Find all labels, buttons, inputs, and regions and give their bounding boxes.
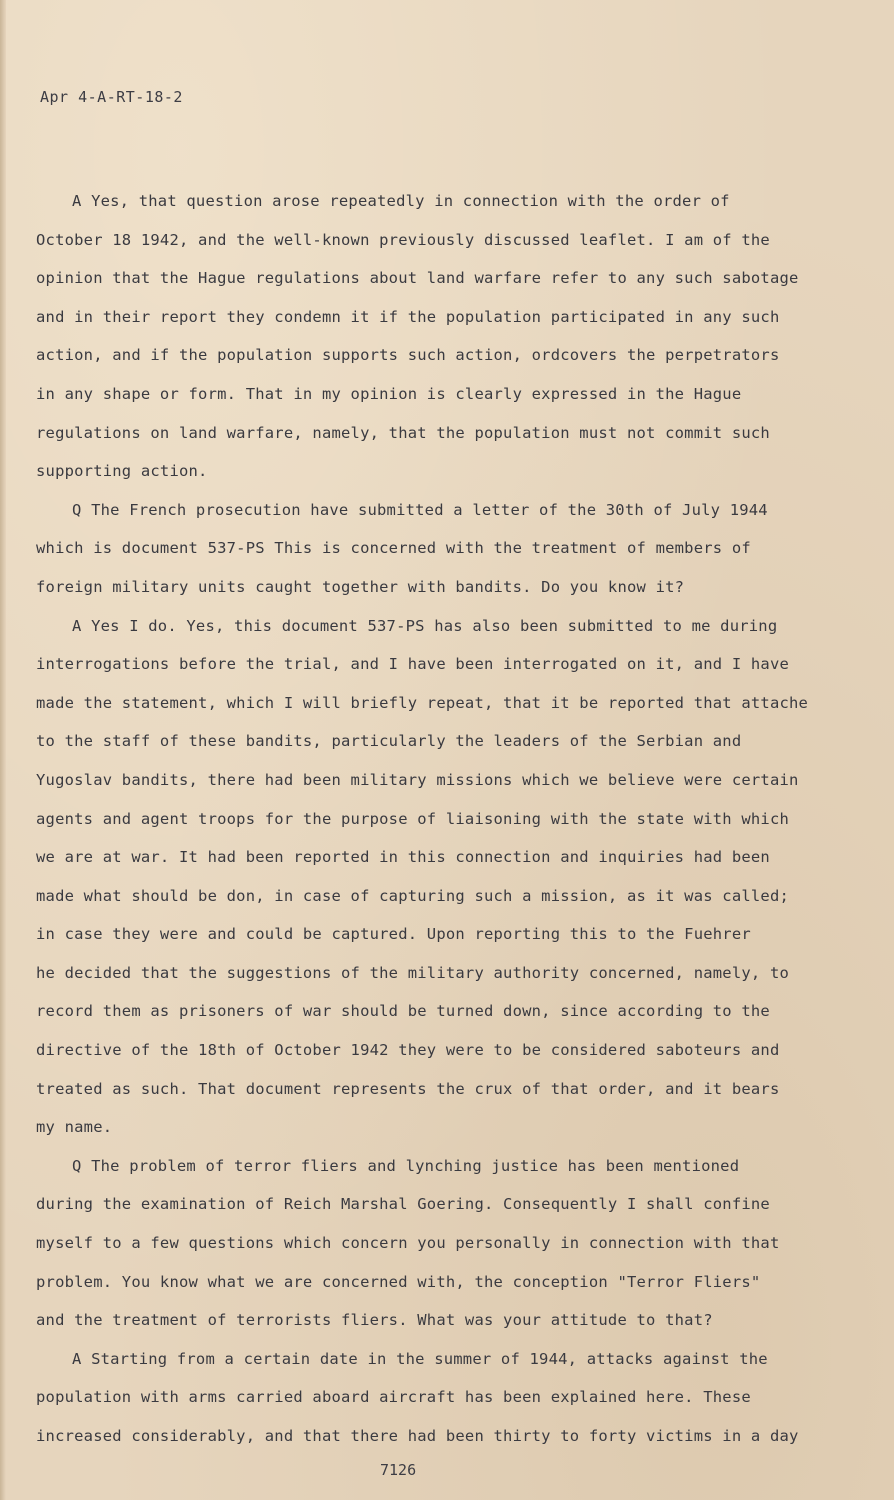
text-line: A Yes, that question arose repeatedly in connection with the order of bbox=[72, 192, 730, 210]
transcript-body bbox=[36, 182, 826, 1456]
text-line: supporting action. bbox=[36, 462, 208, 481]
text-line: foreign military units caught together with bandits. Do you know it? bbox=[36, 577, 685, 596]
text-line: increased considerably, and that there had been thirty to forty victims in a day bbox=[36, 1427, 799, 1445]
text-line: action, and if the population supports such action, ordcovers the perpetrators bbox=[36, 346, 780, 365]
text-line: we are at war. It had been reported in this connection and inquiries had been bbox=[36, 848, 770, 867]
text-line: Yugoslav bandits, there had been military missions which we believe were certain bbox=[36, 770, 799, 789]
text-line: and in their report they condemn it if the population participated in any such bbox=[36, 307, 780, 326]
text-line: myself to a few questions which concern you personally in connection with that bbox=[36, 1234, 780, 1253]
text-line: A Yes I do. Yes, this document 537-PS has also been submitted to me during bbox=[72, 616, 778, 635]
text-line: opinion that the Hague regulations about land warfare refer to any such sabotage bbox=[36, 269, 799, 288]
document-header-code: Apr 4-A-RT-18-2 bbox=[40, 88, 183, 106]
text-line: he decided that the suggestions of the military authority concerned, namely, to bbox=[36, 963, 790, 982]
text-line: A Starting from a certain date in the summer of 1944, attacks against the bbox=[72, 1349, 768, 1368]
text-line: to the staff of these bandits, particularly the leaders of the Serbian and bbox=[36, 732, 742, 751]
text-line: Q The French prosecution have submitted a letter of the 30th of July 1944 bbox=[72, 500, 768, 519]
text-line: Q The problem of terror fliers and lynching justice has been mentioned bbox=[72, 1156, 740, 1175]
text-line: population with arms carried aboard aircraft has been explained here. These bbox=[36, 1388, 751, 1407]
text-line: in case they were and could be captured. Upon reporting this to the Fuehrer bbox=[36, 925, 751, 944]
text-line: record them as prisoners of war should be turned down, since according to the bbox=[36, 1002, 770, 1021]
text-line: regulations on land warfare, namely, that the population must not commit such bbox=[36, 423, 770, 442]
text-line: treated as such. That document represents the crux of that order, and it bears bbox=[36, 1079, 780, 1098]
text-line: problem. You know what we are concerned with, the conception "Terror Fliers" bbox=[36, 1272, 761, 1291]
page-number: 7126 bbox=[380, 1461, 417, 1479]
page-edge-shadow bbox=[0, 0, 6, 1500]
text-line: my name. bbox=[36, 1118, 113, 1137]
text-line: October 18 1942, and the well-known previously discussed leaflet. I am of the bbox=[36, 230, 770, 249]
text-line: interrogations before the trial, and I have been interrogated on it, and I have bbox=[36, 655, 790, 674]
text-line: made what should be don, in case of capturing such a mission, as it was called; bbox=[36, 886, 790, 905]
text-line: made the statement, which I will briefly repeat, that it be reported that attache bbox=[36, 693, 809, 712]
text-line: directive of the 18th of October 1942 they were to be considered saboteurs and bbox=[36, 1041, 780, 1060]
text-line: and the treatment of terrorists fliers. What was your attitude to that? bbox=[36, 1311, 713, 1330]
text-line: in any shape or form. That in my opinion is clearly expressed in the Hague bbox=[36, 384, 742, 403]
text-line: which is document 537-PS This is concerned with the treatment of members of bbox=[36, 539, 751, 558]
text-line: during the examination of Reich Marshal Goering. Consequently I shall confine bbox=[36, 1195, 770, 1214]
text-line: agents and agent troops for the purpose of liaisoning with the state with which bbox=[36, 809, 790, 828]
